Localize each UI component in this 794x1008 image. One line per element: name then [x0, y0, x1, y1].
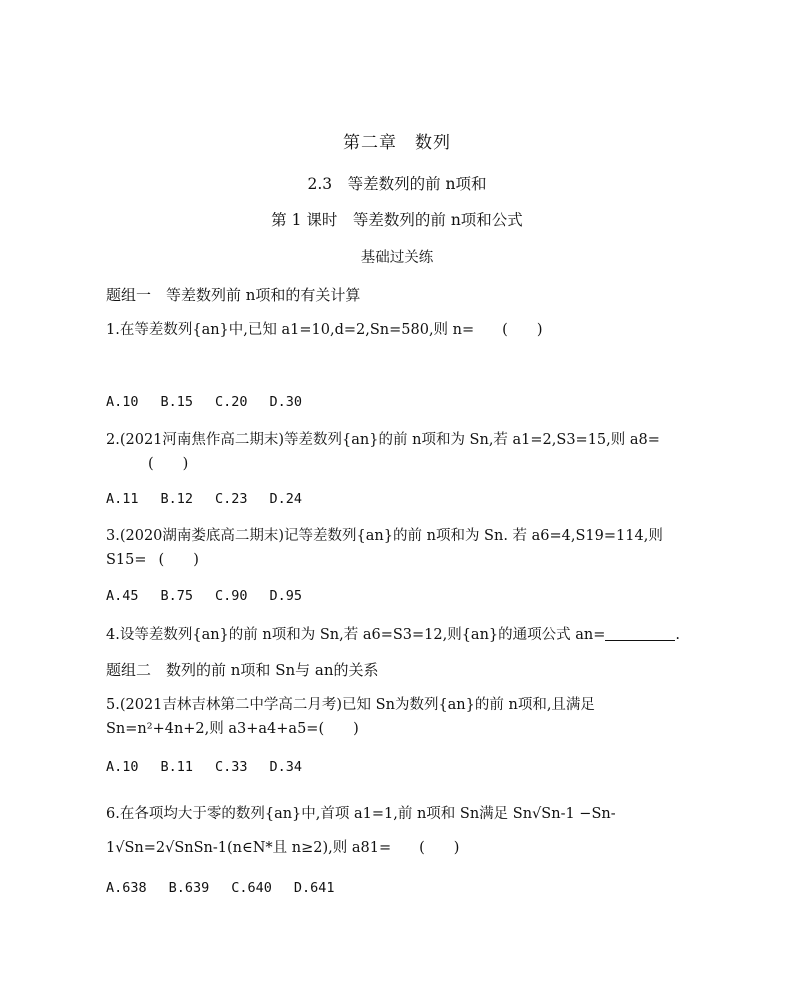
option-c: C.33 — [215, 759, 248, 775]
options-5 — [106, 759, 324, 775]
question-number: 4. — [106, 627, 120, 643]
tier-title: 基础过关练 — [360, 250, 434, 266]
option-c: C.23 — [215, 491, 248, 507]
options-6 — [106, 880, 357, 896]
option-b: B.11 — [160, 759, 194, 775]
option-b: B.639 — [168, 880, 210, 896]
question-text: 设等差数列{an}的前 n项和为 Sn,若 a6=S3=12,则{an}的通项公式 an= — [119, 627, 606, 643]
answer-bracket: ( ) — [158, 552, 199, 568]
options-2 — [106, 491, 324, 507]
question-6 — [106, 797, 666, 865]
question-2 — [106, 428, 666, 476]
option-c: C.90 — [215, 588, 248, 604]
option-c: C.640 — [231, 880, 272, 896]
question-5 — [106, 693, 666, 741]
option-d: D.95 — [269, 588, 303, 604]
option-a: A.11 — [106, 491, 139, 507]
question-4 — [106, 623, 680, 644]
question-tail: . — [675, 627, 680, 643]
options-1 — [106, 394, 324, 410]
question-text: (2020湖南娄底高二期末)记等差数列{an}的前 n项和为 Sn. 若 a6=4,S19=114,则 S15= — [106, 528, 663, 568]
section-title: 2.3 等差数列的前 n项和 — [307, 175, 487, 193]
question-number: 3. — [106, 528, 120, 544]
option-d: D.34 — [269, 759, 303, 775]
options-3 — [106, 588, 324, 604]
question-text: (2021吉林吉林第二中学高二月考)已知 Sn为数列{an}的前 n项和,且满足 Sn=n²+4n+2,则 a3+a4+a5= — [106, 697, 595, 737]
question-text: 在等差数列{an}中,已知 a1=10,d=2,Sn=580,则 n= — [119, 322, 475, 338]
option-b: B.75 — [160, 588, 194, 604]
group-1-label: 题组一 等差数列前 n项和的有关计算 — [106, 286, 361, 304]
option-c: C.20 — [215, 394, 248, 410]
question-text: 在各项均大于零的数列{an}中,首项 a1=1,前 n项和 Sn满足 Sn√Sn-1 −Sn-1√Sn=2√SnSn-1(n∈N*且 n≥2),则 a81= — [106, 806, 616, 856]
option-b: B.15 — [160, 394, 194, 410]
option-d: D.641 — [293, 880, 335, 896]
question-number: 6. — [106, 806, 120, 822]
question-number: 2. — [106, 432, 120, 448]
question-number: 1. — [106, 322, 120, 338]
group-2-label: 题组二 数列的前 n项和 Sn与 an的关系 — [106, 661, 379, 679]
option-a: A.10 — [106, 394, 139, 410]
option-a: A.45 — [106, 588, 139, 604]
answer-blank[interactable] — [605, 626, 675, 641]
question-1 — [106, 318, 542, 339]
option-b: B.12 — [160, 491, 194, 507]
question-number: 5. — [106, 697, 120, 713]
answer-bracket: ( ) — [502, 322, 543, 338]
option-a: A.10 — [106, 759, 139, 775]
question-3 — [106, 524, 666, 572]
chapter-title: 第二章 数列 — [343, 133, 451, 153]
lesson-title: 第 1 课时 等差数列的前 n项和公式 — [271, 211, 523, 229]
answer-bracket: ( ) — [148, 456, 189, 472]
question-text: (2021河南焦作高二期末)等差数列{an}的前 n项和为 Sn,若 a1=2,S3=15,则 a8= — [119, 432, 660, 448]
option-a: A.638 — [106, 880, 147, 896]
option-d: D.24 — [269, 491, 303, 507]
answer-bracket: ( ) — [318, 721, 359, 737]
option-d: D.30 — [269, 394, 303, 410]
answer-bracket: ( ) — [419, 840, 460, 856]
